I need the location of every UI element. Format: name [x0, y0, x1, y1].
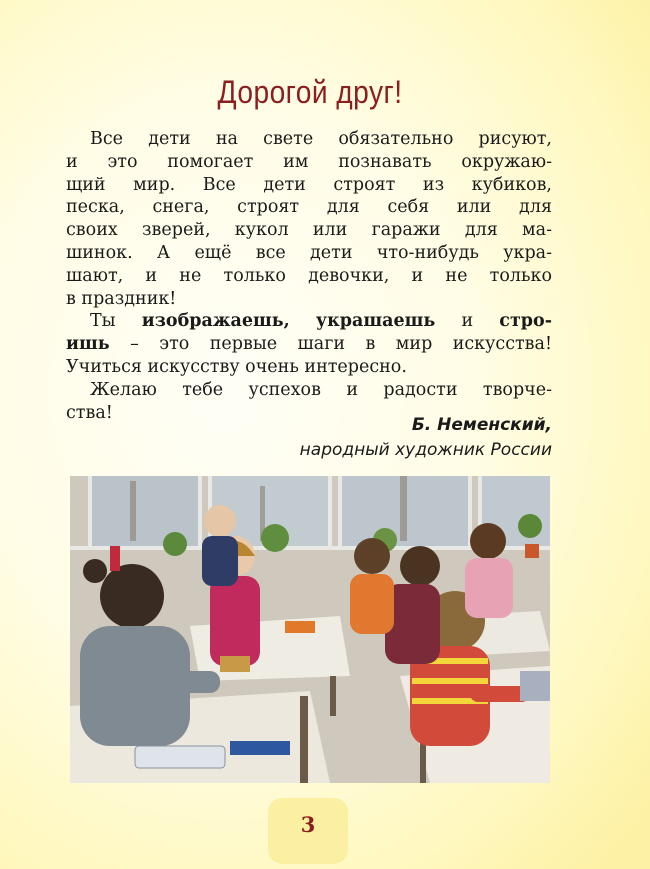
- bold-word: стро-: [499, 311, 552, 332]
- author-title: народный художник России: [299, 440, 552, 460]
- bold-text: изображаешь: [141, 311, 284, 332]
- text-line: Учиться искусству очень интересно.: [66, 356, 407, 377]
- text-line: шинок. А ещё все дети что-нибудь укра-: [66, 242, 552, 263]
- page-number: 3: [300, 812, 316, 837]
- text-line: ства!: [66, 402, 113, 423]
- classroom-photo: [70, 476, 550, 783]
- page-number-badge: [268, 798, 348, 864]
- text-line: шают, и не только девочки, и не только: [66, 265, 552, 286]
- text-word: Ты: [90, 311, 116, 332]
- text-line: песка, снега, строят для себя или для: [66, 197, 552, 218]
- text-line: Все дети на свете обязательно рисуют,: [90, 129, 552, 149]
- text-line: своих зверей, кукол или гаражи для ма-: [66, 220, 552, 241]
- text-word: и: [461, 311, 474, 332]
- text-line: [66, 310, 552, 333]
- page-title: Дорогой друг!: [217, 74, 403, 110]
- text-rest: – это первые шаги в мир искусства!: [109, 334, 552, 355]
- text-line: [66, 333, 552, 356]
- letter-text: [66, 128, 552, 424]
- author-name: Б. Неменский,: [411, 415, 552, 435]
- text-line: и это помогает им познавать окружаю-: [66, 151, 552, 172]
- text-line: Желаю тебе успехов и радости творче-: [90, 379, 552, 400]
- bold-word: [142, 311, 290, 331]
- text-line: щий мир. Все дети строят из кубиков,: [66, 174, 552, 195]
- text-line: в праздник!: [66, 288, 177, 309]
- author-signature: [300, 413, 552, 463]
- classroom-photo-icon: [70, 476, 550, 783]
- comma: ,: [283, 311, 290, 332]
- bold-word: ишь: [66, 334, 110, 355]
- bold-word: украшаешь: [315, 311, 436, 332]
